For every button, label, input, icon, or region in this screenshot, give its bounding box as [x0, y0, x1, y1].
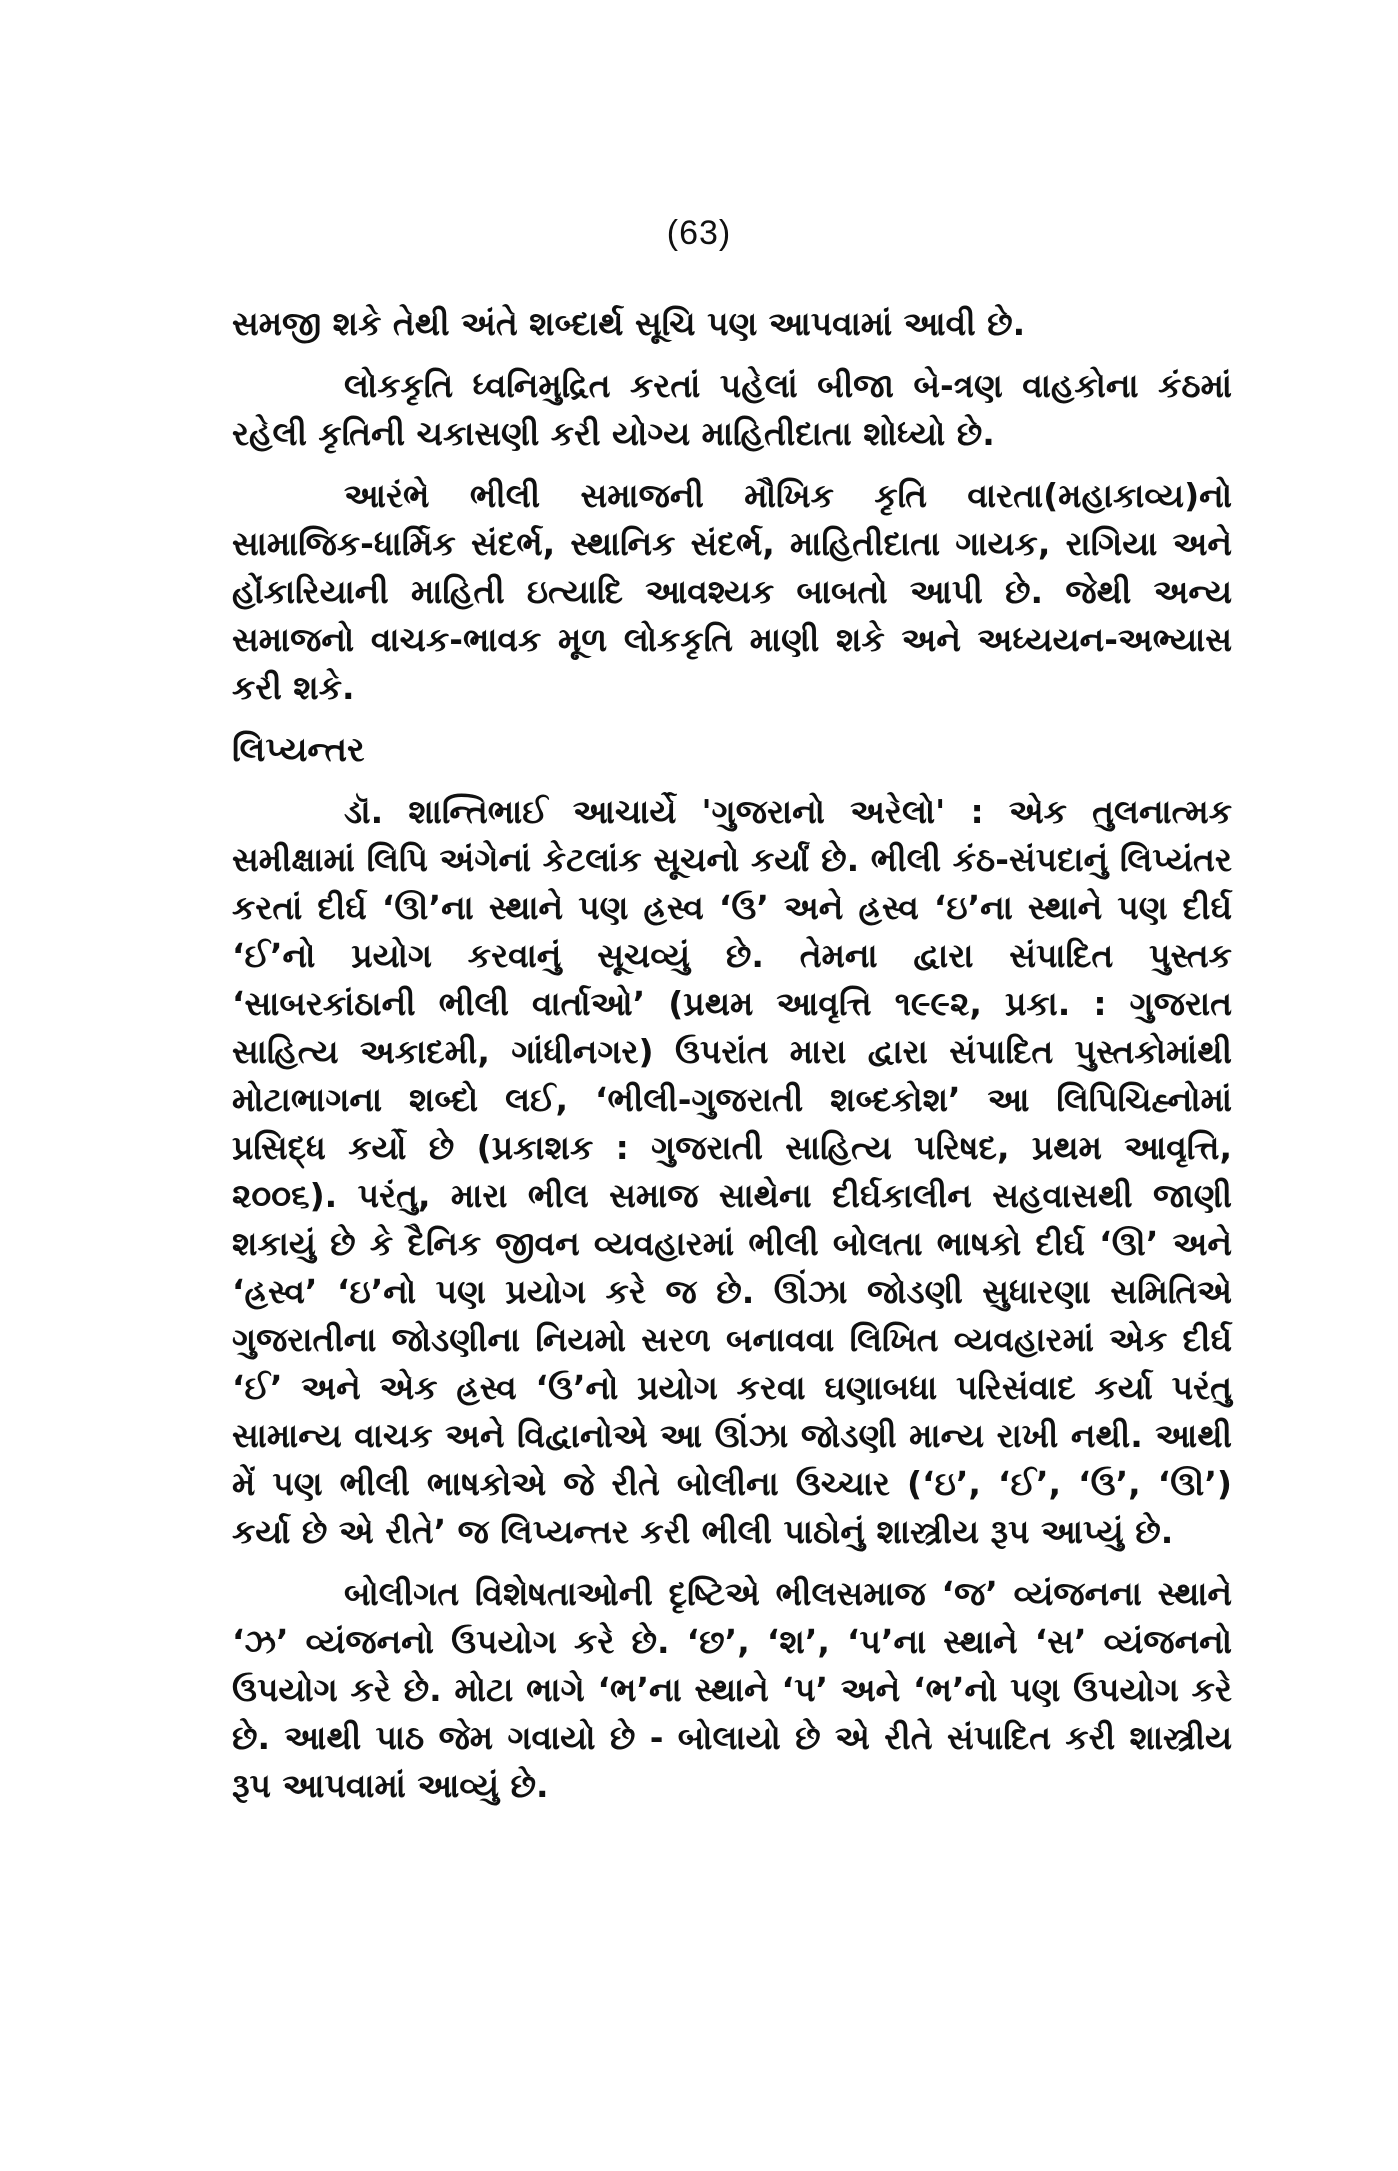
- paragraph-recording: લોકકૃતિ ધ્વનિમુદ્રિત કરતાં પહેલાં બીજા બે-ત્રણ વાહકોના કંઠમાં રહેલી કૃતિની ચકાસણી કરી યોગ્ય માહિતીદાતા શોધ્યો છે.: [232, 366, 1232, 453]
- paragraph-transliteration: ડૉ. શાન્તિભાઈ આચાર્યે 'ગુજરાનો અરેલો' : એક તુલનાત્મક સમીક્ષામાં લિપિ અંગેનાં કેટલાંક સૂચનો કર્યાં છે. ભીલી કંઠ-સંપદાનું લિપ્યંતર કરતાં દીર્ઘ ‘ઊ’ના સ્થાને પણ હ્રસ્વ ‘ઉ’ અને હ્રસ્વ ‘ઇ’ના સ્થાને પણ દીર્ઘ ‘ઈ’નો પ્રયોગ કરવાનું સૂચવ્યું છે. તેમના દ્વારા સંપાદિત પુસ્તક ‘સાબરકાંઠાની ભીલી વાર્તાઓ’ (પ્રથમ આવૃત્તિ ૧૯૯૨, પ્રકા. : ગુજરાત સાહિત્ય અકાદમી, ગાંધીનગર) ઉપરાંત મારા દ્વારા સંપાદિત પુસ્તકોમાંથી મોટાભાગના શબ્દો લઈ, ‘ભીલી-ગુજરાતી શબ્દકોશ’ આ લિપિચિહ્નોમાં પ્રસિદ્ધ કર્યો છે (પ્રકાશક : ગુજરાતી સાહિત્ય પરિષદ, પ્રથમ આવૃત્તિ, ૨૦૦૬). પરંતુ, મારા ભીલ સમાજ સાથેના દીર્ઘકાલીન સહવાસથી જાણી શકાયું છે કે દૈનિક જીવન વ્યવહારમાં ભીલી બોલતા ભાષકો દીર્ઘ ‘ઊ’ અને ‘હ્રસ્વ’ ‘ઇ’નો પણ પ્રયોગ કરે જ છે. ઊંઝા જોડણી સુધારણા સમિતિએ ગુજરાતીના જોડણીના નિયમો સરળ બનાવવા લિખિત વ્યવહારમાં એક દીર્ઘ ‘ઈ’ અને એક હ્રસ્વ ‘ઉ’નો પ્રયોગ કરવા ઘણાબધા પરિસંવાદ કર્યા પરંતુ સામાન્ય વાચક અને વિદ્વાનોએ આ ઊંઝા જોડણી માન્ય રાખી નથી. આથી મેં પણ ભીલી ભાષકોએ જે રીતે બોલીના ઉચ્ચાર (‘ઇ’, ‘ઈ’, ‘ઉ’, ‘ઊ’) કર્યા છે એ રીતે’ જ લિપ્યન્તર કરી ભીલી પાઠોનું શાસ્ત્રીય રૂપ આપ્યું છે.: [232, 792, 1232, 1551]
- body-text: [232, 300, 1232, 1824]
- paragraph-context: આરંભે ભીલી સમાજની મૌખિક કૃતિ વારતા(મહાકાવ્ય)નો સામાજિક-ધાર્મિક સંદર્ભ, સ્થાનિક સંદર્ભ, માહિતીદાતા ગાયક, રાગિયા અને હોંકારિયાની માહિતી ઇત્યાદિ આવશ્યક બાબતો આપી છે. જેથી અન્ય સમાજનો વાચક-ભાવક મૂળ લોકકૃતિ માણી શકે અને અધ્યયન-અભ્યાસ કરી શકે.: [232, 476, 1232, 707]
- paragraph-continuation: સમજી શકે તેથી અંતે શબ્દાર્થ સૂચિ પણ આપવામાં આવી છે.: [232, 304, 1026, 343]
- page-number: (63): [666, 214, 732, 252]
- paragraph-dialect: બોલીગત વિશેષતાઓની દૃષ્ટિએ ભીલસમાજ ‘જ’ વ્યંજનના સ્થાને ‘ઝ’ વ્યંજનનો ઉપયોગ કરે છે. ‘છ’, ‘શ’, ‘પ’ના સ્થાને ‘સ’ વ્યંજનનો ઉપયોગ કરે છે. મોટા ભાગે ‘ભ’ના સ્થાને ‘પ’ અને ‘ભ’નો પણ ઉપયોગ કરે છે. આથી પાઠ જેમ ગવાયો છે - બોલાયો છે એ રીતે સંપાદિત કરી શાસ્ત્રીય રૂપ આપવામાં આવ્યું છે.: [232, 1574, 1232, 1805]
- section-heading: લિપ્યન્તર: [232, 730, 365, 770]
